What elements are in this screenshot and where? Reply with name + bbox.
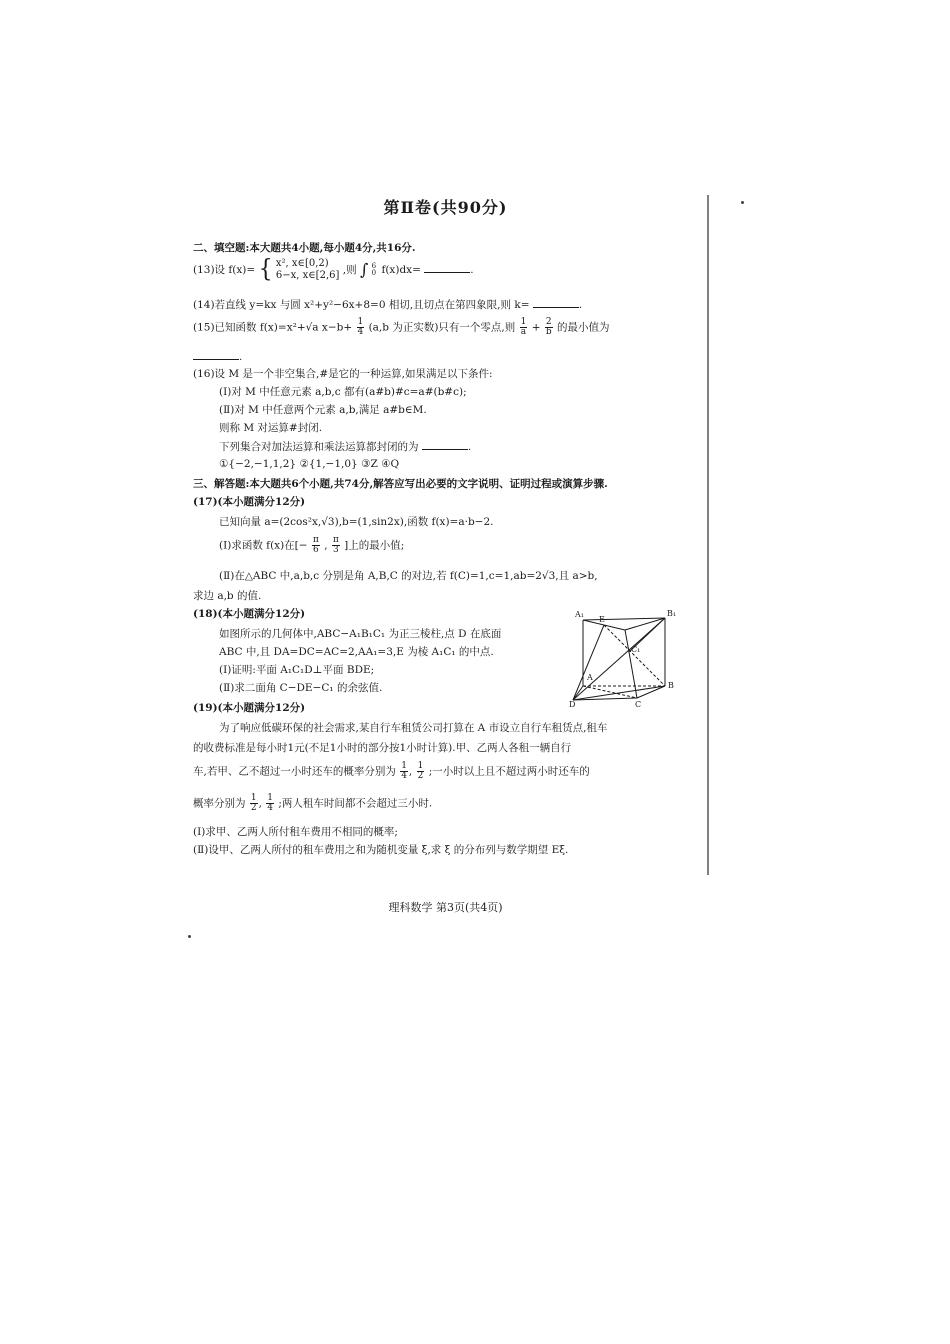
fraction: $\frac{1}{2}$: [417, 761, 424, 781]
answer-blank: [424, 261, 470, 273]
question-19-head: (19)(本小题满分12分): [193, 702, 306, 714]
fraction: $\frac{2}{b}$: [545, 317, 552, 337]
page-footer: 理科数学 第3页(共4页): [388, 901, 503, 914]
scan-speck: [741, 201, 744, 204]
section-fill-in-heading: 二、填空题:本大题共4小题,每小题4分,共16分.: [193, 242, 416, 254]
fraction: $\frac{1}{4}$: [267, 793, 273, 813]
question-18-line: 如图所示的几何体中,ABC−A₁B₁C₁ 为正三棱柱,点 D 在底面: [219, 628, 502, 640]
label-B1: B₁: [667, 609, 677, 618]
question-16-options: ①{−2,−1,1,2} ②{1,−1,0} ③Z ④Q: [219, 458, 400, 470]
question-17-line: 求边 a,b 的值.: [193, 590, 262, 602]
question-19-line: (Ⅱ)设甲、乙两人所付的租车费用之和为随机变量 ξ,求 ξ 的分布列与数学期望 Eξ.: [193, 844, 569, 856]
label-A: A: [587, 673, 593, 682]
fraction: $\frac{1}{a}$: [520, 317, 527, 337]
fraction: $\frac{1}{2}$: [250, 793, 257, 813]
label-A1: A₁: [575, 610, 584, 619]
question-17-line: (Ⅱ)在△ABC 中,a,b,c 分别是角 A,B,C 的对边,若 f(C)=1,c=1,ab=2√3,且 a>b,: [219, 570, 598, 582]
scan-margin-line: [707, 195, 709, 875]
piecewise-cases: x², x∈[0,2) 6−x, x∈[2,6]: [275, 258, 340, 281]
question-16-line: (Ⅰ)对 M 中任意元素 a,b,c 都有(a#b)#c=a#(b#c);: [219, 386, 467, 398]
integral-limits: 6 0: [371, 262, 377, 277]
question-13: (13)设 f(x)= { x², x∈[0,2) 6−x, x∈[2,6] ,则 ∫ 6 0 f(x)dx= .: [193, 255, 474, 284]
question-15: (15)已知函数 f(x)=x²+√a x−b+ $\frac{1}{4}$ (a,b 为正实数)只有一个零点,则 $\frac{1}{a}$ + $\frac{2}{b}$ 的最小值为: [193, 317, 610, 337]
integral-symbol: ∫: [359, 260, 369, 279]
fraction: $\frac{1}{4}$: [401, 761, 407, 781]
brace-symbol: {: [258, 255, 273, 284]
exam-page: [193, 200, 698, 930]
question-18-line: (Ⅰ)证明:平面 A₁C₁D⊥平面 BDE;: [219, 664, 375, 676]
label-D: D: [569, 700, 576, 708]
question-19-line: (Ⅰ)求甲、乙两人所付租车费用不相同的概率;: [193, 826, 398, 838]
question-19-line: 为了响应低碳环保的社会需求,某自行车租赁公司打算在 A 市设立自行车租赁点,租车: [219, 722, 608, 734]
question-16-line: 下列集合对加法运算和乘法运算都封闭的为 .: [219, 438, 471, 455]
fraction: $\frac{1}{4}$: [357, 317, 364, 337]
section-solve-heading: 三、解答题:本大题共6个小题,共74分,解答应写出必要的文字说明、证明过程或演算步骤.: [193, 478, 608, 490]
fraction: $\frac{\pi}{3}$: [332, 535, 339, 555]
prism-figure: [569, 608, 681, 708]
fraction: $\frac{\pi}{6}$: [312, 535, 319, 555]
label-B: B: [668, 681, 674, 690]
answer-blank: [422, 438, 468, 450]
question-19-line: 的收费标准是每小时1元(不足1小时的部分按1小时计算).甲、乙两人各租一辆自行: [193, 742, 572, 754]
label-C: C: [635, 700, 642, 708]
question-15-answer: .: [193, 348, 242, 365]
question-16-line: (Ⅱ)对 M 中任意两个元素 a,b,满足 a#b∈M.: [219, 404, 427, 416]
answer-blank: [193, 348, 239, 360]
question-17-line: (Ⅰ)求函数 f(x)在[− $\frac{\pi}{6}$ , $\frac{\pi}{3}$ ]上的最小值;: [219, 535, 405, 555]
question-18-head: (18)(本小题满分12分): [193, 608, 306, 620]
page-title: 第Ⅱ卷(共90分): [383, 198, 508, 217]
question-18-line: (Ⅱ)求二面角 C−DE−C₁ 的余弦值.: [219, 682, 383, 694]
answer-blank: [533, 296, 579, 308]
question-17-line: 已知向量 a=(2cos²x,√3),b=(1,sin2x),函数 f(x)=a·b−2.: [219, 516, 494, 528]
label-E: E: [599, 615, 605, 624]
scan-speck: [188, 935, 191, 938]
question-18-line: ABC 中,且 DA=DC=AC=2,AA₁=3,E 为棱 A₁C₁ 的中点.: [219, 646, 494, 658]
question-19-line: 概率分别为 $\frac{1}{2}$ , $\frac{1}{4}$ ;两人租车时间都不会超过三小时.: [193, 793, 433, 813]
question-14: (14)若直线 y=kx 与圆 x²+y²−6x+8=0 相切,且切点在第四象限,则 k= .: [193, 296, 582, 313]
question-17-head: (17)(本小题满分12分): [193, 496, 306, 508]
question-16-line: 则称 M 对运算#封闭.: [219, 422, 323, 434]
label-C1: C₁: [631, 645, 641, 654]
question-16-line: (16)设 M 是一个非空集合,#是它的一种运算,如果满足以下条件:: [193, 368, 493, 380]
question-19-line: 车,若甲、乙不超过一小时还车的概率分别为 $\frac{1}{4}$ , $\frac{1}{2}$ ;一小时以上且不超过两小时还车的: [193, 761, 590, 781]
